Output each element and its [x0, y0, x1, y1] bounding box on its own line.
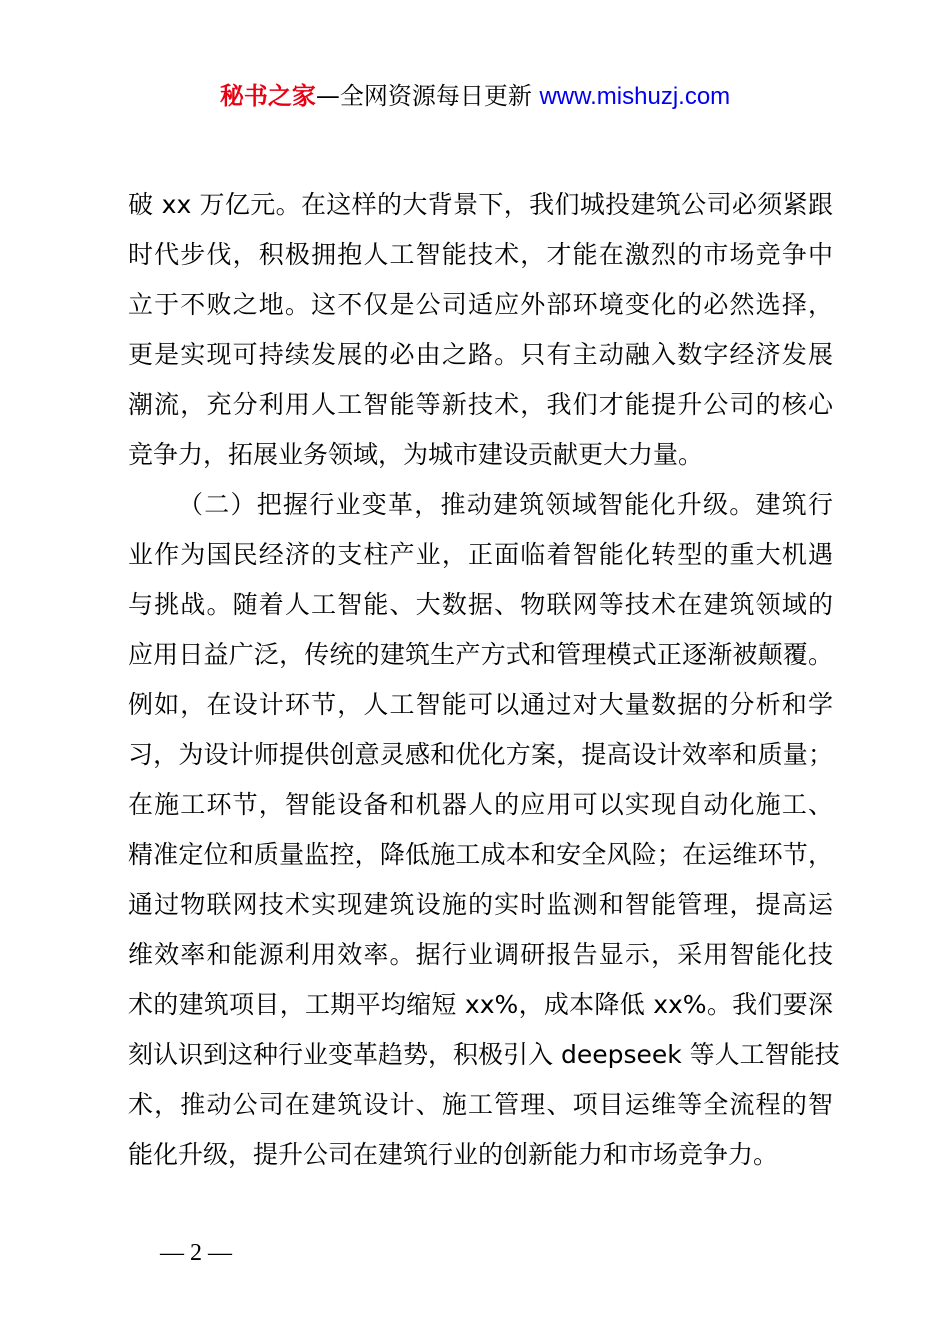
- site-url-link[interactable]: www.mishuzj.com: [539, 83, 731, 110]
- text-line: 在施工环节，智能设备和机器人的应用可以实现自动化施工、: [128, 790, 833, 819]
- text-line: 例如，在设计环节，人工智能可以通过对大量数据的分析和学: [128, 690, 833, 719]
- text-line: 立于不败之地。这不仅是公司适应外部环境变化的必然选择，: [128, 290, 833, 319]
- site-header: [0, 80, 950, 113]
- text-line: 精准定位和质量监控，降低施工成本和安全风险；在运维环节，: [128, 840, 833, 869]
- text-line: 竞争力，拓展业务领域，为城市建设贡献更大力量。: [128, 440, 704, 469]
- text-line: 时代步伐，积极拥抱人工智能技术，才能在激烈的市场竞争中: [128, 240, 833, 269]
- site-brand: 秘书之家: [219, 82, 316, 110]
- paragraph-1: [128, 180, 833, 480]
- section-heading-line: （二）把握行业变革，推动建筑领域智能化升级。建筑行: [178, 490, 833, 519]
- text-line: 通过物联网技术实现建筑设施的实时监测和智能管理，提高运: [128, 890, 833, 919]
- text-line: 业作为国民经济的支柱产业，正面临着智能化转型的重大机遇: [128, 540, 833, 569]
- document-body: [128, 180, 840, 1180]
- text-line: 术的建筑项目，工期平均缩短 xx%，成本降低 xx%。我们要深: [128, 990, 833, 1019]
- text-line: 更是实现可持续发展的必由之路。只有主动融入数字经济发展: [128, 340, 833, 369]
- text-line: 与挑战。随着人工智能、大数据、物联网等技术在建筑领域的: [128, 590, 833, 619]
- text-line: 潮流，充分利用人工智能等新技术，我们才能提升公司的核心: [128, 390, 833, 419]
- text-line: 术，推动公司在建筑设计、施工管理、项目运维等全流程的智: [128, 1090, 833, 1119]
- text-line: 刻认识到这种行业变革趋势，积极引入 deepseek 等人工智能技: [128, 1040, 840, 1069]
- text-line: 习，为设计师提供创意灵感和优化方案，提高设计效率和质量；: [128, 740, 833, 769]
- text-line: 能化升级，提升公司在建筑行业的创新能力和市场竞争力。: [128, 1140, 779, 1169]
- text-line: 维效率和能源利用效率。据行业调研报告显示，采用智能化技: [128, 940, 833, 969]
- paragraph-2: [128, 480, 840, 1180]
- text-line: 应用日益广泛，传统的建筑生产方式和管理模式正逐渐被颠覆。: [128, 640, 833, 669]
- site-slogan: —全网资源每日更新: [315, 82, 532, 110]
- page-number: — 2 —: [160, 1240, 232, 1266]
- text-line: 破 xx 万亿元。在这样的大背景下，我们城投建筑公司必须紧跟: [128, 190, 833, 219]
